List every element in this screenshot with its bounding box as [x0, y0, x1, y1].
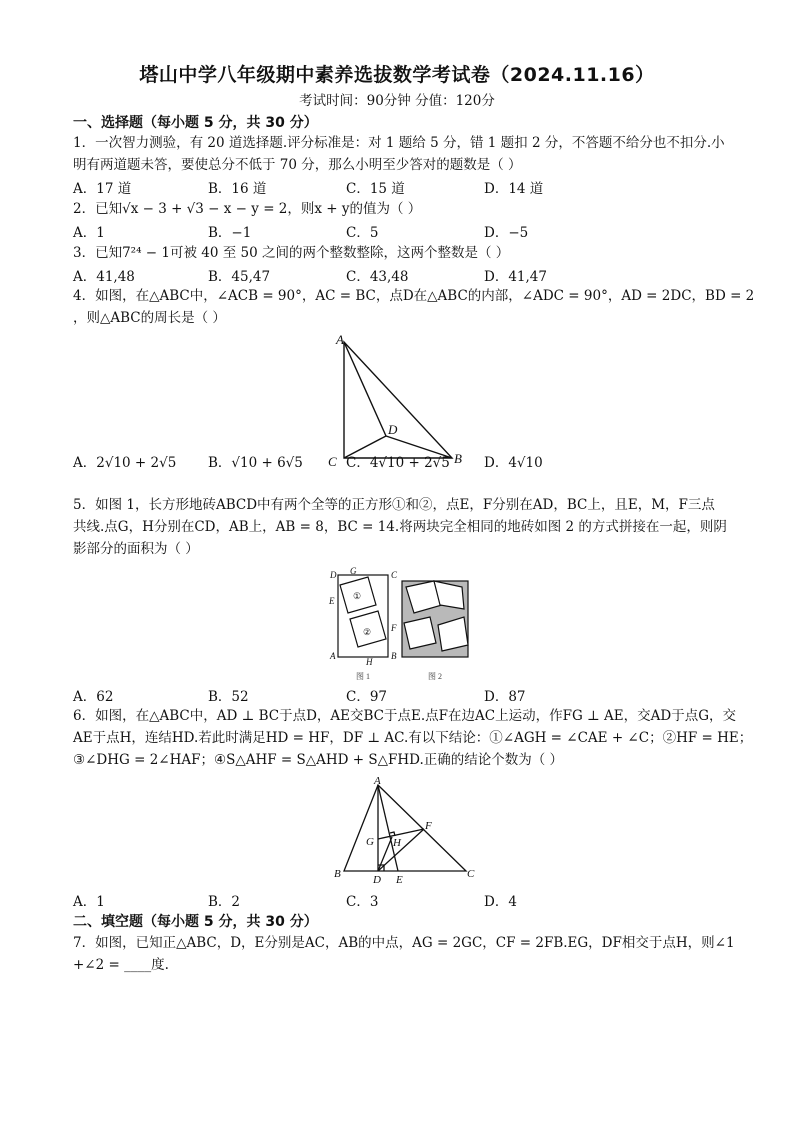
- point-label: C: [328, 454, 337, 469]
- question-text: 1．一次智力测验，有 20 道选择题.评分标准是：对 1 题给 5 分，错 1 题扣 2 分，不答题不给分也不扣分.小: [73, 135, 725, 151]
- point-label: F: [425, 820, 432, 832]
- question-text: 共线.点G，H分别在CD，AB上，AB = 8，BC = 14.将两块完全相同的地砖如图 2 的方式拼接在一起，则阴: [73, 519, 727, 535]
- point-label: A: [374, 775, 381, 787]
- question-text: ，则△ABC的周长是（ ）: [73, 310, 226, 326]
- option-a[interactable]: A．1: [73, 225, 105, 241]
- section-heading: 一、选择题（每小题 5 分，共 30 分）: [73, 115, 318, 131]
- option-d[interactable]: D．41,47: [484, 269, 547, 285]
- option-b[interactable]: B．16 道: [208, 181, 267, 197]
- question-text: +∠2 = ____度.: [73, 957, 169, 973]
- option-a[interactable]: A．41,48: [73, 269, 135, 285]
- option-b[interactable]: B．√10 + 6√5: [208, 455, 303, 471]
- point-label: E: [329, 596, 335, 606]
- square-white: [404, 617, 436, 649]
- option-a[interactable]: A．2√10 + 2√5: [73, 455, 177, 471]
- point-label: F: [391, 623, 397, 633]
- question-text: 明有两道题未答，要使总分不低于 70 分，那么小明至少答对的题数是（ ）: [73, 157, 522, 173]
- option-d[interactable]: D．−5: [484, 225, 529, 241]
- option-d[interactable]: D．87: [484, 689, 526, 705]
- question-text: 影部分的面积为（ ）: [73, 541, 199, 557]
- segment-fg: [378, 829, 424, 839]
- segment-ae: [378, 785, 398, 871]
- question-text: 5．如图 1，长方形地砖ABCD中有两个全等的正方形①和②，点E，F分别在AD，BC上，且E，M，F三点: [73, 497, 715, 513]
- point-label: C: [391, 570, 398, 580]
- option-a[interactable]: A．62: [73, 689, 114, 705]
- figure-q5-tiles: [322, 565, 482, 685]
- triangle-abc: [344, 785, 466, 871]
- page-title: 塔山中学八年级期中素养选拔数学考试卷（2024.11.16）: [139, 64, 655, 86]
- point-label: G: [350, 566, 357, 576]
- point-label: A: [330, 651, 336, 661]
- point-label: D: [388, 422, 398, 437]
- point-label: B: [334, 868, 341, 880]
- option-b[interactable]: B．2: [208, 894, 241, 910]
- option-c[interactable]: C．3: [346, 894, 379, 910]
- question-text: 3．已知7²⁴ − 1可被 40 至 50 之间的两个整数整除，这两个整数是（ ）: [73, 245, 510, 261]
- option-a[interactable]: A．1: [73, 894, 105, 910]
- point-label: C: [467, 868, 475, 880]
- point-label: G: [366, 836, 374, 848]
- question-text: 2．已知√x − 3 + √3 − x − y = 2，则x + y的值为（ ）: [73, 201, 422, 217]
- figure-q4-triangle: [320, 330, 470, 470]
- point-label: B: [391, 651, 397, 661]
- point-label: E: [396, 874, 403, 886]
- option-c[interactable]: C．4√10 + 2√5: [346, 455, 450, 471]
- point-label: H: [393, 837, 401, 849]
- option-d[interactable]: D．4: [484, 894, 517, 910]
- point-label: D: [330, 570, 337, 580]
- figure-caption: 图 1: [356, 672, 370, 681]
- question-text: ③∠DHG = 2∠HAF；④S△AHF = S△AHD + S△FHD.正确的结论个数为（ ）: [73, 752, 564, 768]
- segment-hd: [378, 837, 392, 871]
- option-b[interactable]: B．52: [208, 689, 249, 705]
- question-text: 4．如图，在△ABC中，∠ACB = 90°，AC = BC，点D在△ABC的内部，∠ADC = 90°，AD = 2DC，BD = 2: [73, 288, 755, 304]
- point-label: B: [454, 451, 462, 466]
- tile-abcd: [338, 575, 388, 657]
- point-label: D: [373, 874, 381, 886]
- option-b[interactable]: B．45,47: [208, 269, 271, 285]
- question-text: AE于点H，连结HD.若此时满足HD = HF，DF ⊥ AC.有以下结论：①∠AGH = ∠CAE + ∠C；②HF = HE；: [73, 730, 753, 746]
- option-a[interactable]: A．17 道: [73, 181, 132, 197]
- exam-info: 考试时间：90分钟 分值：120分: [299, 93, 495, 109]
- figure-q6-triangle: [326, 775, 476, 887]
- question-text: 6．如图，在△ABC中，AD ⊥ BC于点D，AE交BC于点E.点F在边AC上运动，作FG ⊥ AE，交AD于点G，交: [73, 708, 736, 724]
- figure-caption: 图 2: [428, 672, 442, 681]
- point-label: A: [336, 332, 344, 347]
- option-c[interactable]: C．97: [346, 689, 388, 705]
- option-c[interactable]: C．43,48: [346, 269, 409, 285]
- region-label: ②: [363, 627, 372, 637]
- option-b[interactable]: B．−1: [208, 225, 252, 241]
- point-label: H: [366, 657, 373, 667]
- option-d[interactable]: D．4√10: [484, 455, 543, 471]
- option-d[interactable]: D．14 道: [484, 181, 544, 197]
- question-text: 7．如图，已知正△ABC，D，E分别是AC，AB的中点，AG = 2GC，CF = 2FB.EG，DF相交于点H，则∠1: [73, 935, 735, 951]
- segment-df: [378, 829, 424, 871]
- segment-ad: [344, 342, 386, 436]
- region-label: ①: [353, 591, 362, 601]
- section-heading: 二、填空题（每小题 5 分，共 30 分）: [73, 914, 318, 930]
- option-c[interactable]: C．5: [346, 225, 379, 241]
- option-c[interactable]: C．15 道: [346, 181, 405, 197]
